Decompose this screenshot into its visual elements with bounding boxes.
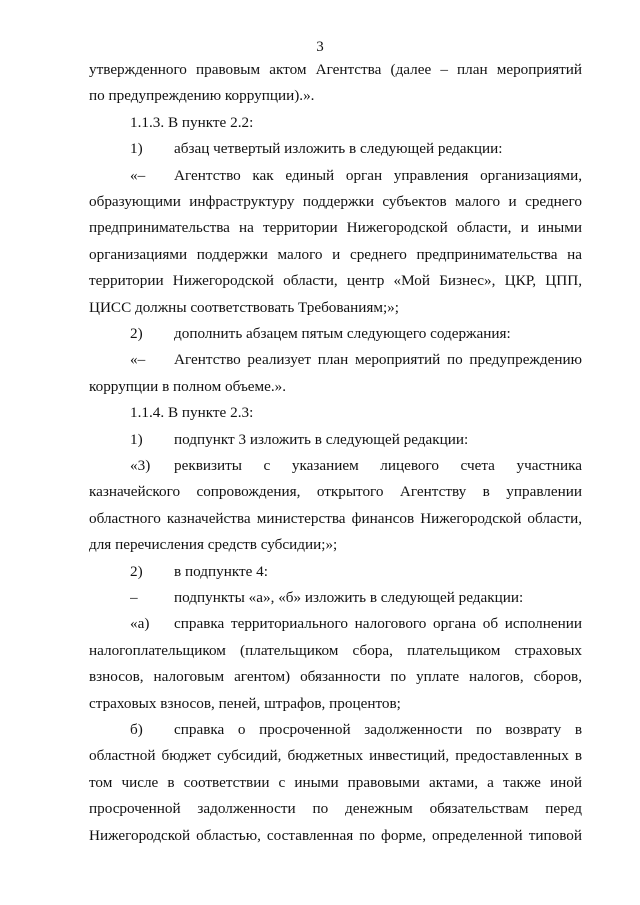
- line-text: подпункт 3 изложить в следующей редакции:: [174, 430, 469, 448]
- text-line: 1.1.4. В пункте 2.3:: [130, 404, 254, 422]
- list-marker: «3): [130, 457, 151, 474]
- text-line: утвержденного правовым актом Агентства (далее – план мероприятий: [89, 61, 582, 78]
- list-marker: 2): [130, 562, 143, 580]
- text-line: областной бюджет субсидий, бюджетных инвестиций, предоставленных в: [89, 747, 582, 765]
- line-text: подпункты «а», «б» изложить в следующей редакции:: [174, 589, 524, 606]
- text-line: [130, 614, 582, 634]
- text-line: [130, 166, 582, 186]
- text-line: казначейского сопровождения, открытого Агентству в управлении: [89, 483, 582, 501]
- text-line: коррупции в полном объеме.».: [89, 377, 287, 395]
- list-marker: –: [130, 589, 138, 606]
- list-marker: 2): [130, 325, 143, 342]
- list-marker: 1): [130, 140, 143, 158]
- text-line: для перечисления средств субсидии;»;: [89, 536, 338, 554]
- text-line: [130, 324, 582, 344]
- list-marker: «а): [130, 615, 150, 633]
- line-text: абзац четвертый изложить в следующей редакции:: [174, 140, 503, 158]
- text-line: предпринимательства на территории Нижегородской области, и иными: [89, 219, 582, 237]
- line-text: Агентство как единый орган управления организациями,: [174, 166, 582, 184]
- text-line: образующими инфраструктуру поддержки субъектов малого и среднего: [89, 193, 582, 210]
- list-marker: «–: [130, 351, 146, 369]
- text-line: страховых взносов, пеней, штрафов, процентов;: [89, 694, 401, 712]
- text-line: [130, 350, 582, 370]
- text-line: [130, 139, 582, 159]
- line-text: дополнить абзацем пятым следующего содержания:: [174, 325, 511, 342]
- line-text: справка территориального налогового органа об исполнении: [174, 615, 582, 633]
- text-line: том числе в соответствии с иными правовыми актами, а также иной: [89, 773, 582, 791]
- text-line: организациями поддержки малого и среднего предпринимательства на: [89, 245, 582, 263]
- line-text: справка о просроченной задолженности по возврату в: [174, 721, 582, 738]
- text-line: 1.1.3. В пункте 2.2:: [130, 113, 254, 131]
- line-text: Агентство реализует план мероприятий по предупреждению: [174, 351, 582, 369]
- text-line: просроченной задолженности по денежным обязательствам перед: [89, 800, 582, 818]
- list-marker: б): [130, 721, 143, 738]
- text-line: Нижегородской областью, составленная по форме, определенной типовой: [89, 826, 582, 844]
- text-line: [130, 720, 582, 740]
- text-line: по предупреждению коррупции).».: [89, 87, 315, 105]
- line-text: в подпункте 4:: [174, 562, 268, 580]
- text-line: взносов, налоговым агентом) обязанности по уплате налогов, сборов,: [89, 668, 582, 686]
- text-line: [130, 588, 582, 608]
- line-text: реквизиты с указанием лицевого счета участника: [174, 457, 582, 474]
- text-line: [130, 430, 582, 450]
- text-line: территории Нижегородской области, центр «Мой Бизнес», ЦКР, ЦПП,: [89, 272, 582, 290]
- text-line: [130, 562, 582, 582]
- list-marker: 1): [130, 430, 143, 448]
- text-line: ЦИСС должны соответствовать Требованиям;»;: [89, 298, 399, 316]
- text-line: налогоплательщиком (плательщиком сбора, плательщиком страховых: [89, 641, 582, 659]
- text-line: [130, 456, 582, 476]
- text-line: областного казначейства министерства финансов Нижегородской области,: [89, 509, 582, 527]
- list-marker: «–: [130, 166, 146, 184]
- page-number: 3: [316, 39, 324, 55]
